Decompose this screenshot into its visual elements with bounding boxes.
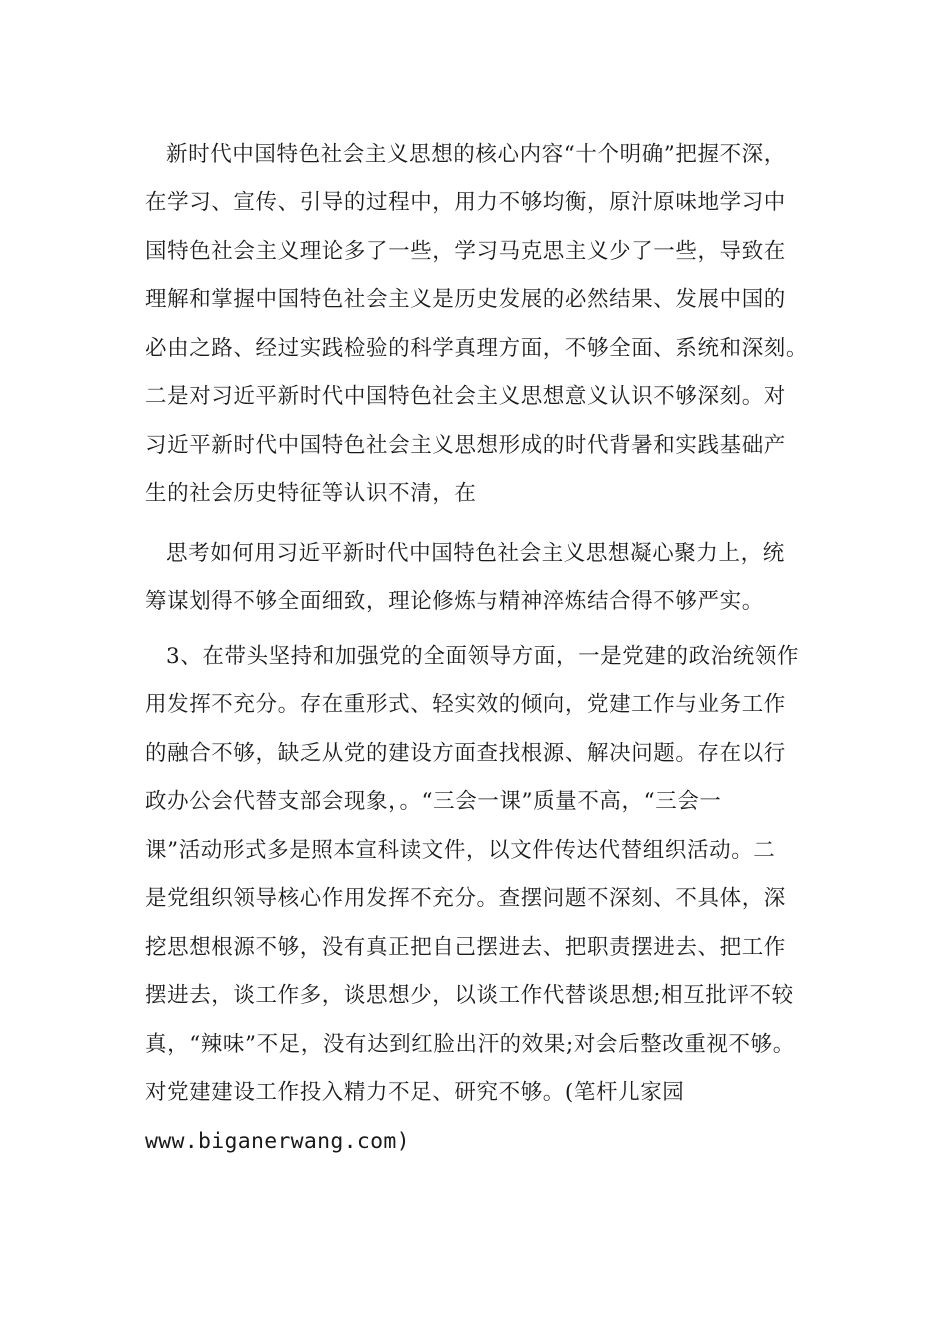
paragraph-3-line-9: 真，“辣味”不足，没有达到红脸出汗的效果;对会后整改重视不够。	[145, 1032, 795, 1057]
paragraph-1-line-4: 理解和掌握中国特色社会主义是历史发展的必然结果、发展中国的	[145, 287, 786, 312]
paragraph-2-line-1: 思考如何用习近平新时代中国特色社会主义思想凝心聚力上，统	[166, 541, 785, 566]
paragraph-3-line-11: www.biganerwang.com)	[145, 1129, 410, 1154]
paragraph-3-line-8: 摆进去，谈工作多，谈思想少，以谈工作代替谈思想;相互批评不较	[145, 983, 794, 1008]
paragraph-2-line-2: 筹谋划得不够全面细致，理论修炼与精神淬炼结合得不够严实。	[145, 589, 764, 614]
paragraph-1-line-1: 新时代中国特色社会主义思想的核心内容“十个明确”把握不深，	[166, 142, 786, 167]
paragraph-3-line-4: 政办公会代替支部会现象，。“三会一课”质量不高，“三会一	[145, 789, 722, 814]
paragraph-3-line-7: 挖思想根源不够，没有真正把自己摆进去、把职责摆进去、把工作	[145, 935, 786, 960]
paragraph-3-line-2: 用发挥不充分。存在重形式、轻实效的倾向，党建工作与业务工作	[145, 692, 786, 717]
paragraph-3-line-1: 3、在带头坚持和加强党的全面领导方面，一是党建的政治统领作	[166, 644, 800, 669]
paragraph-1-line-6: 二是对习近平新时代中国特色社会主义思想意义认识不够深刻。对	[145, 384, 786, 409]
paragraph-1-line-8: 生的社会历史特征等认识不清，在	[145, 481, 477, 506]
paragraph-3-line-6: 是党组织领导核心作用发挥不充分。查摆问题不深刻、不具体，深	[145, 886, 786, 911]
paragraph-3-line-10: 对党建建设工作投入精力不足、研究不够。(笔杆儿家园	[145, 1080, 685, 1105]
paragraph-1-line-2: 在学习、宣传、引导的过程中，用力不够均衡，原汁原味地学习中	[145, 190, 786, 215]
paragraph-3-line-3: 的融合不够，缺乏从党的建设方面查找根源、解决问题。存在以行	[145, 741, 786, 766]
paragraph-3-line-5: 课”活动形式多是照本宣科读文件，以文件传达代替组织活动。二	[145, 838, 776, 863]
paragraph-1-line-7: 习近平新时代中国特色社会主义思想形成的时代背暑和实践基础产	[145, 433, 786, 458]
paragraph-1-line-3: 国特色社会主义理论多了一些，学习马克思主义少了一些，导致在	[145, 239, 786, 264]
paragraph-1-line-5: 必由之路、经过实践检验的科学真理方面，不够全面、系统和深刻。	[145, 336, 809, 361]
